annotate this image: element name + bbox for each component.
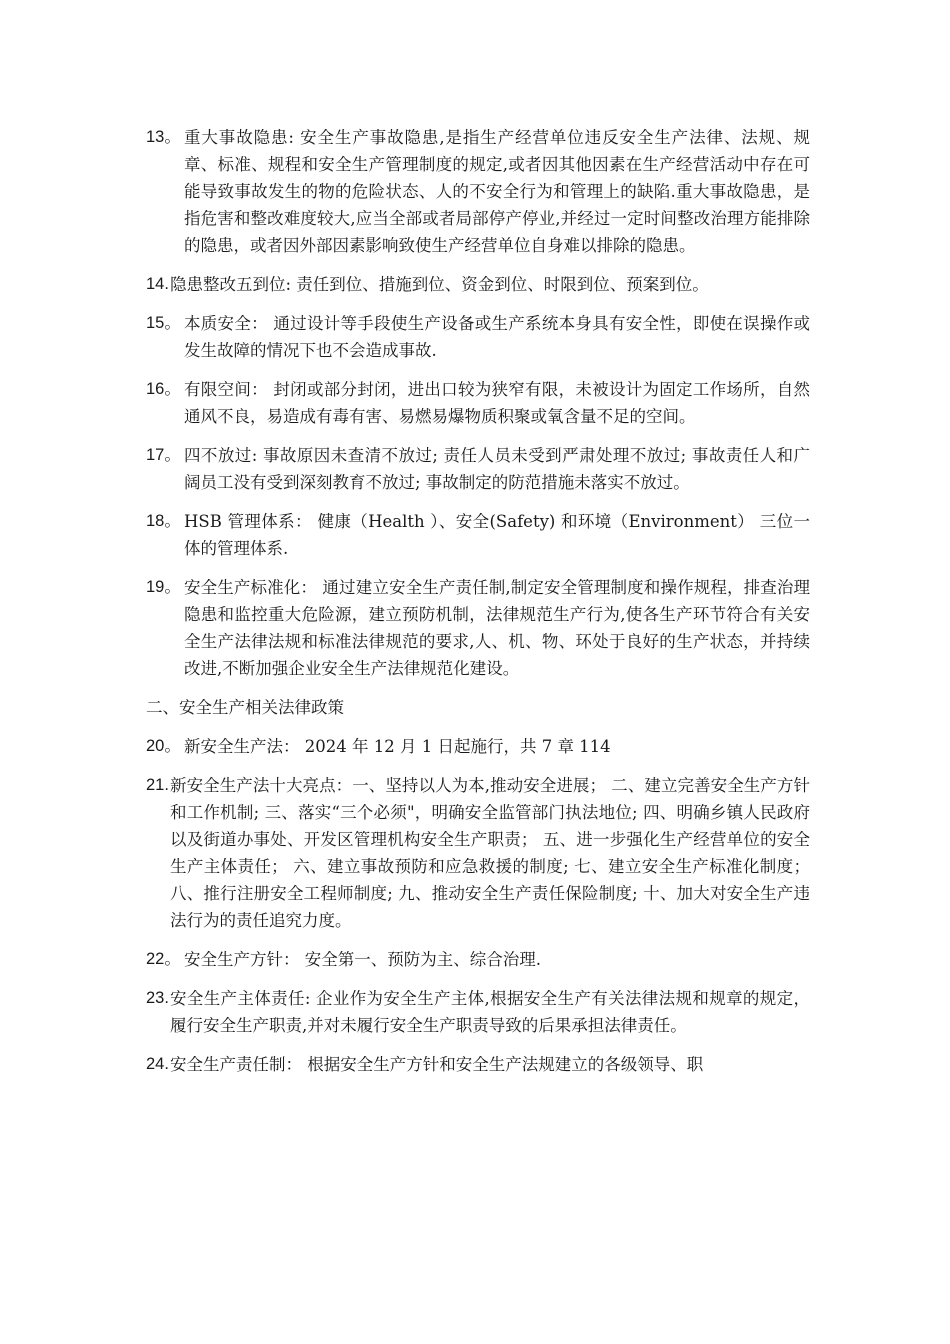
item-number: 13。	[146, 128, 181, 146]
list-item-23	[146, 985, 810, 1039]
item-number: 24.	[146, 1055, 169, 1073]
item-text: HSB 管理体系： 健康（Health ）、安全(Safety) 和环境（Environment） 三位一体的管理体系.	[184, 512, 810, 558]
list-item-20	[146, 733, 810, 760]
item-text: 有限空间： 封闭或部分封闭，进出口较为狭窄有限，未被设计为固定工作场所，自然通风不良，易造成有毒有害、易燃易爆物质积聚或氧含量不足的空间。	[184, 380, 810, 426]
item-text: 安全生产主体责任: 企业作为安全生产主体,根据安全生产有关法律法规和规章的规定，履行安全生产职责,并对未履行安全生产职责导致的后果承担法律责任。	[170, 989, 810, 1035]
item-text: 安全生产责任制： 根据安全生产方针和安全生产法规建立的各级领导、职	[170, 1055, 704, 1074]
list-item-21	[146, 772, 810, 934]
section-heading: 二、安全生产相关法律政策	[146, 698, 344, 717]
item-number: 18。	[146, 512, 181, 530]
item-text: 新安全生产法： 2024 年 12 月 1 日起施行，共 7 章 114	[184, 737, 611, 756]
item-number: 17。	[146, 446, 181, 464]
list-item-19	[146, 574, 810, 682]
item-number: 20。	[146, 737, 181, 755]
item-text: 重大事故隐患: 安全生产事故隐患,是指生产经营单位违反安全生产法律、法规、规章、标准、规程和安全生产管理制度的规定,或者因其他因素在生产经营活动中存在可能导致事故发生的物的危险状态、人的不安全行为和管理上的缺陷.重大事故隐患，是指危害和整改难度较大,应当全部或者局部停产停业,并经过一定时间整改治理方能排除的隐患，或者因外部因素影响致使生产经营单位自身难以排除的隐患。	[184, 128, 810, 255]
item-text: 安全生产方针： 安全第一、预防为主、综合治理.	[184, 950, 541, 969]
item-number: 19。	[146, 578, 181, 596]
item-text: 安全生产标准化： 通过建立安全生产责任制,制定安全管理制度和操作规程，排查治理隐患和监控重大危险源，建立预防机制，法律规范生产行为,使各生产环节符合有关安全生产法律法规和标准法律规范的要求,人、机、物、环处于良好的生产状态，并持续改进,不断加强企业安全生产法律规范化建设。	[184, 578, 810, 678]
item-text: 本质安全： 通过设计等手段使生产设备或生产系统本身具有安全性，即使在误操作或发生故障的情况下也不会造成事故.	[184, 314, 810, 360]
item-text: 四不放过: 事故原因未查清不放过; 责任人员未受到严肃处理不放过; 事故责任人和广阔员工没有受到深刻教育不放过; 事故制定的防范措施未落实不放过。	[184, 446, 810, 492]
item-text: 新安全生产法十大亮点：一、坚持以人为本,推动安全进展； 二、建立完善安全生产方针和工作机制; 三、落实“三个必须"，明确安全监管部门执法地位; 四、明确乡镇人民政府以及街道办事处、开发区管理机构安全生产职责； 五、进一步强化生产经营单位的安全生产主体责任； 六、建立事故预防和应急救援的制度; 七、建立安全生产标准化制度； 八、推行注册安全工程师制度; 九、推动安全生产责任保险制度; 十、加大对安全生产违法行为的责任追究力度。	[170, 776, 810, 930]
list-item-14	[146, 271, 810, 298]
item-number: 14.	[146, 275, 169, 293]
list-item-16	[146, 376, 810, 430]
item-number: 15。	[146, 314, 181, 332]
list-item-17	[146, 442, 810, 496]
document-body	[146, 124, 810, 1090]
list-item-22	[146, 946, 810, 973]
list-item-13	[146, 124, 810, 259]
item-text: 隐患整改五到位: 责任到位、措施到位、资金到位、时限到位、预案到位。	[170, 275, 709, 294]
list-item-15	[146, 310, 810, 364]
item-number: 23.	[146, 989, 169, 1007]
item-number: 21.	[146, 776, 169, 794]
item-number: 22。	[146, 950, 181, 968]
list-item-24	[146, 1051, 810, 1078]
list-item-18	[146, 508, 810, 562]
item-number: 16。	[146, 380, 181, 398]
